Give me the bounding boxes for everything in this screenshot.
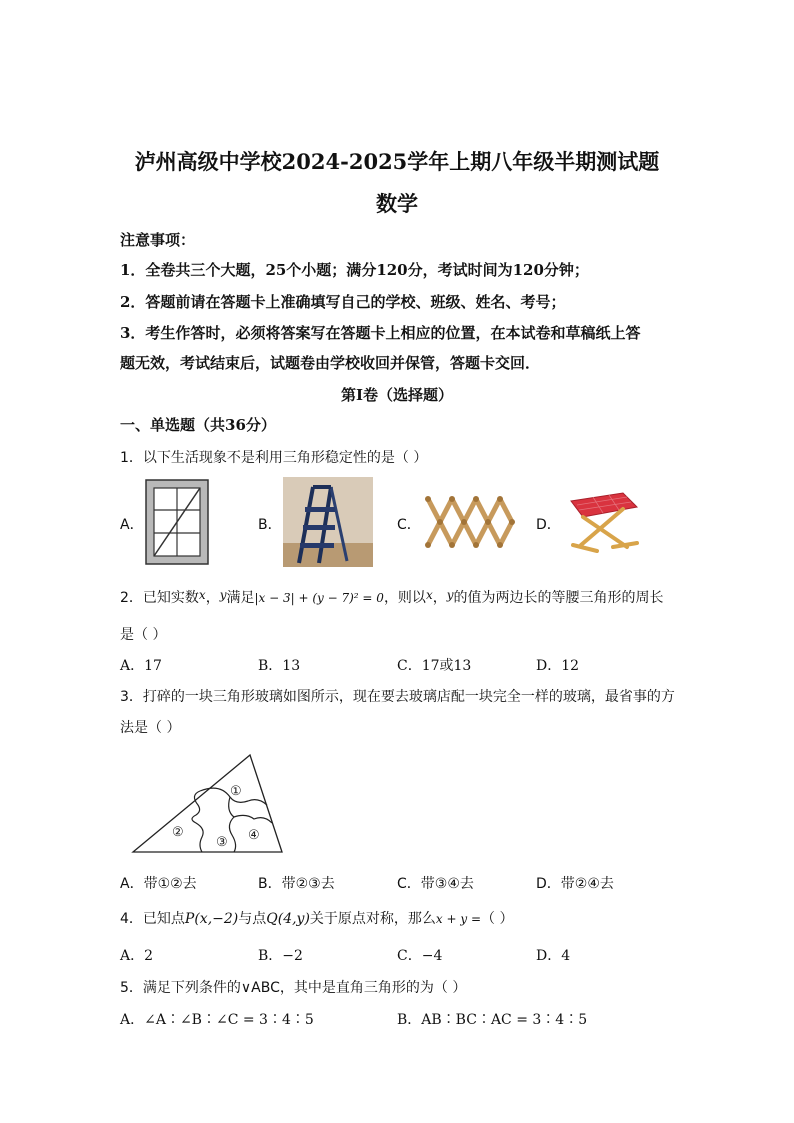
q4-option-b: B．−2 [258, 948, 303, 964]
q2-text-b: 满足 [226, 590, 255, 606]
q5-stem: 5．满足下列条件的∨ABC，其中是直角三角形的为（ ） [120, 980, 467, 996]
q4-text-a: 4．已知点 [120, 911, 185, 927]
q2-comma-2: ， [432, 590, 447, 606]
q3-option-d: D．带②④去 [536, 876, 614, 892]
step-ladder-image [283, 477, 373, 567]
q2-text-c: ，则以 [383, 590, 426, 606]
note-2: 2．答题前请在答题卡上准确填写自己的学校、班级、姓名、考号； [120, 293, 566, 311]
q4-expression: x + y = [435, 912, 482, 926]
q3-stem-line2: 法是（ ） [120, 720, 181, 736]
q4-option-c: C．−4 [397, 948, 443, 964]
piece-3-label: ③ [216, 835, 228, 850]
piece-2-label: ② [172, 825, 184, 840]
note-3: 3．考生作答时，必须将答案写在答题卡上相应的位置，在本试卷和草稿纸上答 [120, 324, 641, 342]
q4-text-d: （ ） [481, 911, 514, 927]
notes-heading: 注意事项： [120, 231, 196, 249]
q4-text-b: 与点 [238, 911, 267, 927]
q2-equation: |x − 3| + (y − 7)² = 0 [254, 591, 384, 605]
subject-title: 数学 [376, 191, 418, 216]
q1-option-c-label: C． [397, 517, 421, 533]
q3-option-c: C．带③④去 [397, 876, 474, 892]
q2-option-b: B．13 [258, 658, 301, 674]
piece-4-label: ④ [248, 828, 260, 843]
q3-option-b: B．带②③去 [258, 876, 335, 892]
q1-stem: 1．以下生活现象不是利用三角形稳定性的是（ ） [120, 450, 428, 466]
q4-option-a: A．2 [120, 948, 154, 964]
q5-option-b: B．AB∶BC∶AC = 3∶4∶5 [397, 1012, 588, 1028]
part-label: 第Ⅰ卷（选择题） [340, 386, 454, 404]
q1-option-a-label: A． [120, 517, 144, 533]
note-1: 1．全卷共三个大题，25个小题；满分120分，考试时间为120分钟； [120, 261, 589, 279]
q2-var-x: x [198, 588, 206, 602]
folding-stool-image [563, 487, 643, 559]
q1-option-b-label: B． [258, 517, 282, 533]
q5-option-a: A．∠A∶∠B∶∠C = 3∶4∶5 [120, 1012, 314, 1028]
q4-text-c: 关于原点对称，那么 [309, 911, 436, 927]
q3-stem-line1: 3．打碎的一块三角形玻璃如图所示，现在要去玻璃店配一块完全一样的玻璃，最省事的方 [120, 689, 675, 705]
q2-option-a: A．17 [120, 658, 162, 674]
window-frame-image [145, 479, 209, 565]
q2-var-x-2: x [425, 588, 433, 602]
q2-var-y-2: y [446, 588, 454, 602]
q4-stem [120, 908, 513, 928]
q4-option-d: D．4 [536, 948, 571, 964]
q2-option-c: C．17或13 [397, 658, 472, 674]
note-3-continued: 题无效，考试结束后，试题卷由学校收回并保管，答题卡交回． [120, 354, 541, 372]
q2-text-d: 的值为两边长的等腰三角形的周长 [453, 590, 664, 606]
q4-point-q: Q(4,y) [266, 911, 310, 927]
folding-coat-rack-image [422, 489, 518, 555]
broken-glass-triangle [130, 753, 286, 855]
q2-stem-line1 [120, 587, 664, 607]
q2-text-a: 2．已知实数 [120, 590, 199, 606]
exam-title: 泸州高级中学校2024-2025学年上期八年级半期测试题 [134, 149, 660, 174]
section-heading: 一、单选题（共36分） [120, 416, 276, 434]
q2-var-y: y [219, 588, 227, 602]
q2-stem-line2: 是（ ） [120, 627, 167, 643]
piece-1-label: ① [230, 784, 242, 799]
q4-point-p: P(x,−2) [184, 911, 239, 927]
q2-comma: ， [205, 590, 220, 606]
q2-option-d: D．12 [536, 658, 580, 674]
q1-option-d-label: D． [536, 517, 561, 533]
q3-option-a: A．带①②去 [120, 876, 197, 892]
